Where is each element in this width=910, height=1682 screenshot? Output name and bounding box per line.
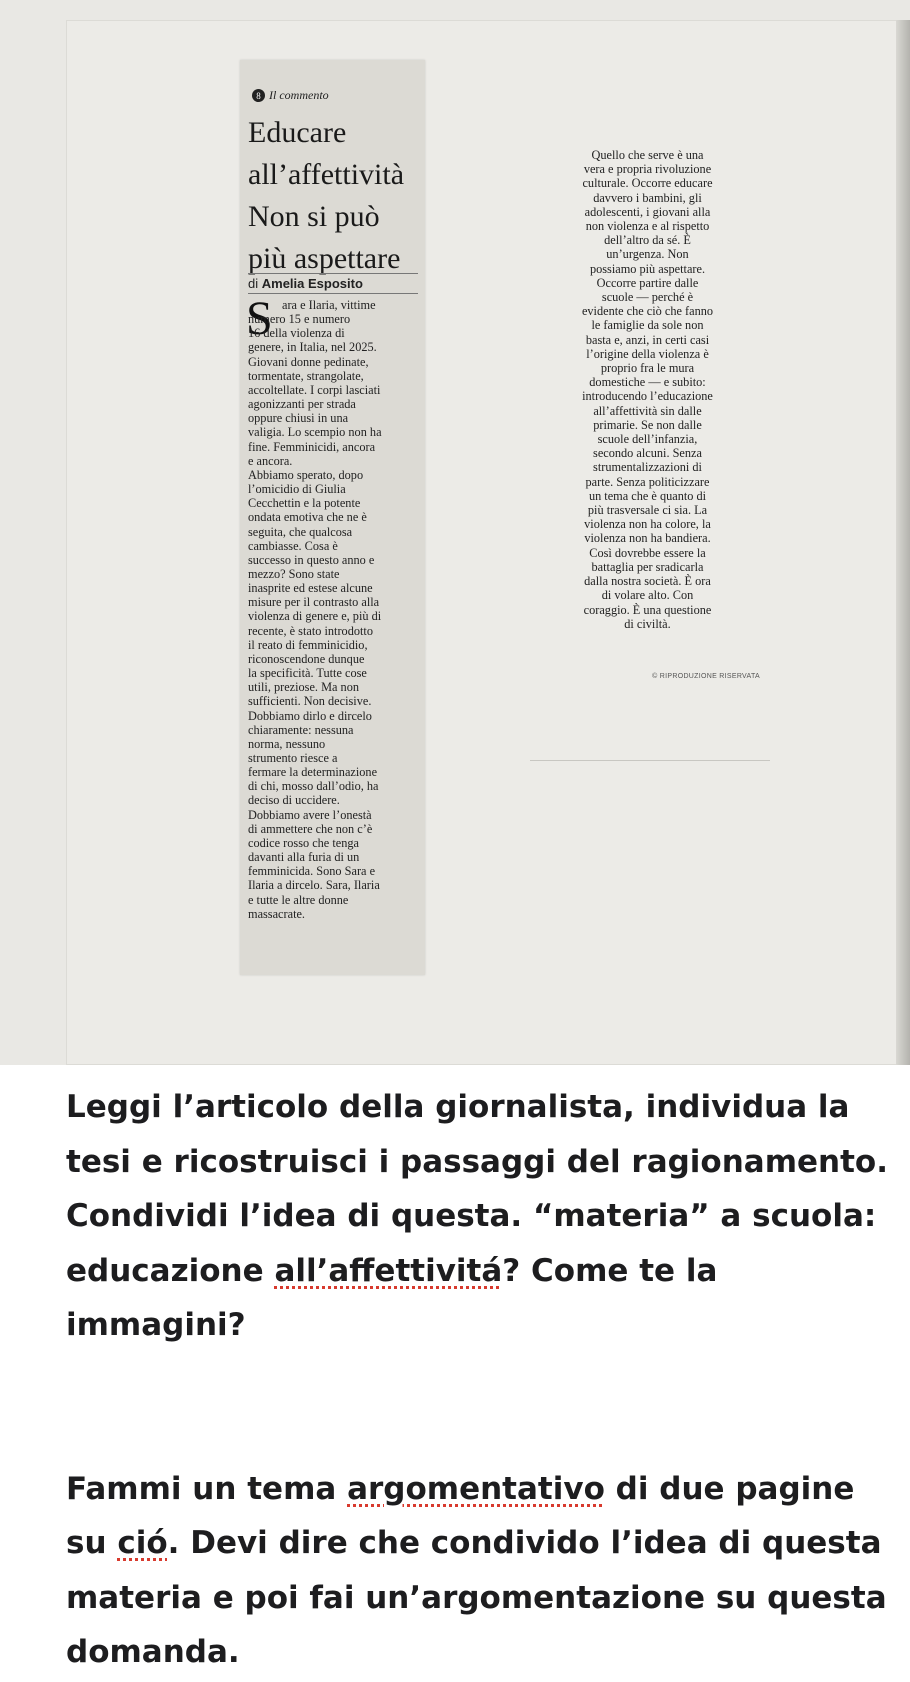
article-headline: Educare all’affettività Non si può più aspettare [248,116,405,275]
paragraph-gap [66,1353,896,1462]
kicker-label: Il commento [269,88,329,102]
article-kicker [252,88,329,103]
article-column-1: ara e Ilaria, vittime numero 15 e numero 16 della violenza di genere, in Italia, nel 2025. Giovani donne pedinate, tormentate, strangolate, accoltellate. I corpi lasciati agonizzanti per strada oppure chiusi in una valigia. Lo scempio non ha fine. Femminicidi, ancora e ancora. Abbiamo sperato, dopo l’omicidio di Giulia Cecchettin e la potente ondata emotiva che ne è seguita, che qualcosa cambiasse. Cosa è successo in questo anno e mezzo? Sono state inasprite ed estese alcune misure per il contrasto alla violenza di genere e, più di recente, è stato introdotto il reato di femminicidio, riconoscendone dunque la specificità. Tutte cose utili, preziose. Ma non sufficienti. Non decisive. Dobbiamo dirlo e dircelo chiaramente: nessuna norma, nessuno strumento riesce a fermare la determinazione di chi, mosso dall’odio, ha deciso di uccidere. Dobbiamo avere l’onestà di ammettere che non c’è codice rosso che tenga davanti alla furia di un femminicida. Sono Sara e Ilaria a dircelo. Sara, Ilaria e tutte le altre donne massacrate. [248,298,382,921]
prompt-text: . Devi dire che condivido l’idea di questa materia e poi fai un’argomentazione su questa domanda. [66,1525,887,1670]
prompt-paragraph-2 [66,1462,896,1680]
spellcheck-word[interactable]: all’affettivitá [274,1252,503,1289]
prompt-paragraph-1 [66,1080,896,1353]
article-copyright: © RIPRODUZIONE RISERVATA [652,673,760,680]
spellcheck-word[interactable]: argomentativo [347,1470,605,1507]
spellcheck-word[interactable]: ció [117,1525,168,1561]
prompt-text: ? Come te la immagini? [66,1252,718,1343]
article-column-2: Quello che serve è una vera e propria rivoluzione culturale. Occorre educare davvero i bambini, gli adolescenti, i giovani alla non violenza e al rispetto dell’altro da sé. È un’urgenza. Non possiamo più aspettare. Occorre partire dalle scuole — perché è evidente che ciò che fanno le famiglie da sole non basta e, anzi, in certi casi l’origine della violenza è proprio fra le mura domestiche — e subito: introducendo l’educazione all’affettività sin dalle primarie. Se non dalle scuole dell’infanzia, secondo alcuni. Senza strumentalizzazioni di parte. Senza politicizzare un tema che è quanto di più trasversale ci sia. La violenza non ha colore, la violenza non ha bandiera. Così dovrebbe essere la battaglia per sradicarla dalla nostra società. È ora di volare alto. Con coraggio. È una questione di civiltà. [581,148,714,631]
assignment-prompt [66,1080,896,1680]
prompt-text: Leggi l’articolo della giornalista, individua la tesi e ricostruisci i passaggi del ragionamento. Condividi l’idea di questa. “materia” a scuola: educazione [66,1089,888,1289]
article-clipping [240,60,425,975]
divider [530,760,770,761]
article-byline [248,273,418,294]
byline-author: Amelia Esposito [261,276,363,291]
paper-edge-shadow [896,20,910,1065]
paper-sheet [66,20,910,1065]
prompt-text: Fammi un tema [66,1470,348,1507]
byline-prefix: di [248,276,259,291]
prompt-text: di due pagine su [66,1470,855,1561]
kicker-number-badge: 8 [252,89,265,102]
article-dropcap: S [246,292,273,345]
